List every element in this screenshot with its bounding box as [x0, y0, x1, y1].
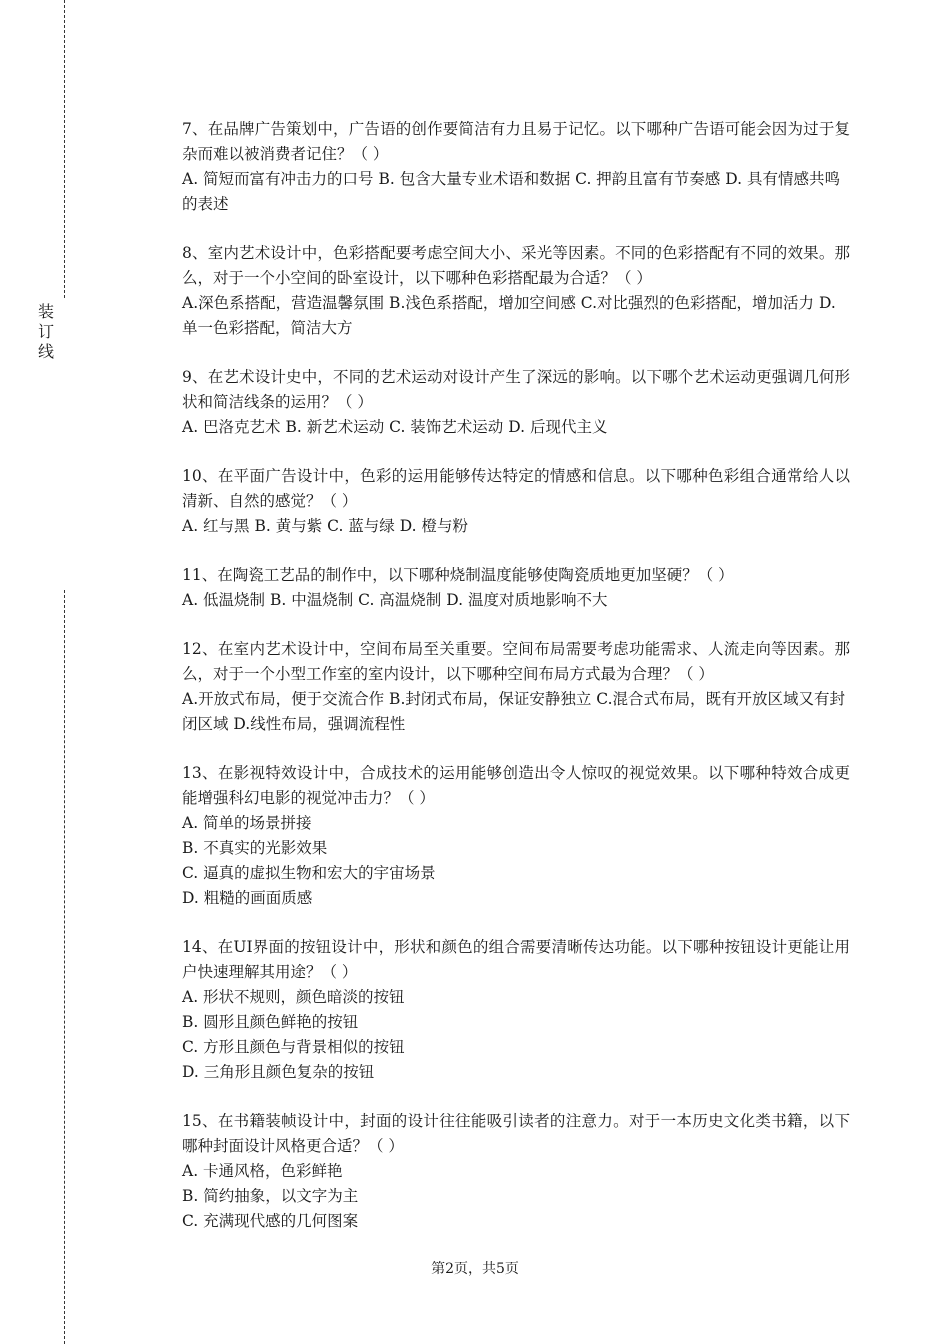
question-stem: 9、在艺术设计史中，不同的艺术运动对设计产生了深远的影响。以下哪个艺术运动更强调几何形状和简洁线条的运用？（ ） [182, 368, 850, 411]
question-10 [182, 464, 850, 539]
question-12 [182, 637, 850, 737]
binding-line-bottom [64, 590, 65, 1344]
binding-line-top [64, 0, 65, 298]
question-11 [182, 563, 850, 613]
option-d: D. 三角形且颜色复杂的按钮 [182, 1063, 375, 1081]
question-7 [182, 117, 850, 217]
option-b: B. 简约抽象，以文字为主 [182, 1187, 359, 1205]
binding-char: 线 [37, 342, 54, 361]
question-options: A. 巴洛克艺术 B. 新艺术运动 C. 装饰艺术运动 D. 后现代主义 [182, 418, 608, 436]
question-options: A. 低温烧制 B. 中温烧制 C. 高温烧制 D. 温度对质地影响不大 [182, 591, 608, 609]
question-options: A.深色系搭配，营造温馨氛围 B.浅色系搭配，增加空间感 C.对比强烈的色彩搭配，增加活力 D.单一色彩搭配，简洁大方 [182, 294, 836, 337]
question-stem: 14、在UI界面的按钮设计中，形状和颜色的组合需要清晰传达功能。以下哪种按钮设计更能让用户快速理解其用途？（ ） [182, 938, 850, 981]
binding-char: 订 [37, 322, 54, 341]
question-stem: 15、在书籍装帧设计中，封面的设计往往能吸引读者的注意力。对于一本历史文化类书籍，以下哪种封面设计风格更合适？（ ） [182, 1112, 850, 1155]
question-list [182, 117, 850, 1258]
question-8 [182, 241, 850, 341]
question-stem: 8、室内艺术设计中，色彩搭配要考虑空间大小、采光等因素。不同的色彩搭配有不同的效果。那么，对于一个小空间的卧室设计，以下哪种色彩搭配最为合适？（ ） [182, 244, 850, 287]
question-15 [182, 1109, 850, 1234]
question-14 [182, 935, 850, 1085]
option-d: D. 粗糙的画面质感 [182, 889, 313, 907]
question-options: A. 红与黑 B. 黄与紫 C. 蓝与绿 D. 橙与粉 [182, 517, 468, 535]
question-stem: 13、在影视特效设计中，合成技术的运用能够创造出令人惊叹的视觉效果。以下哪种特效合成更能增强科幻电影的视觉冲击力？（ ） [182, 764, 850, 807]
question-stem: 12、在室内艺术设计中，空间布局至关重要。空间布局需要考虑功能需求、人流走向等因素。那么，对于一个小型工作室的室内设计，以下哪种空间布局方式最为合理？（ ） [182, 640, 850, 683]
option-a: A. 卡通风格，色彩鲜艳 [182, 1162, 343, 1180]
option-a: A. 形状不规则，颜色暗淡的按钮 [182, 988, 405, 1006]
option-c: C. 充满现代感的几何图案 [182, 1212, 359, 1230]
option-b: B. 不真实的光影效果 [182, 839, 328, 857]
binding-label [36, 302, 56, 362]
question-options: A. 简短而富有冲击力的口号 B. 包含大量专业术语和数据 C. 押韵且富有节奏感 D. 具有情感共鸣的表述 [182, 170, 840, 213]
question-options: A.开放式布局，便于交流合作 B.封闭式布局，保证安静独立 C.混合式布局，既有开放区域又有封闭区域 D.线性布局，强调流程性 [182, 690, 846, 733]
option-c: C. 逼真的虚拟生物和宏大的宇宙场景 [182, 864, 436, 882]
question-stem: 11、在陶瓷工艺品的制作中，以下哪种烧制温度能够使陶瓷质地更加坚硬？（ ） [182, 566, 734, 584]
question-stem: 7、在品牌广告策划中，广告语的创作要简洁有力且易于记忆。以下哪种广告语可能会因为过于复杂而难以被消费者记住？（ ） [182, 120, 850, 163]
question-stem: 10、在平面广告设计中，色彩的运用能够传达特定的情感和信息。以下哪种色彩组合通常给人以清新、自然的感觉？（ ） [182, 467, 850, 510]
option-b: B. 圆形且颜色鲜艳的按钮 [182, 1013, 359, 1031]
page-footer: 第2页，共5页 [431, 1261, 519, 1277]
question-13 [182, 761, 850, 911]
binding-char: 装 [37, 302, 54, 321]
option-a: A. 简单的场景拼接 [182, 814, 312, 832]
option-c: C. 方形且颜色与背景相似的按钮 [182, 1038, 405, 1056]
question-9 [182, 365, 850, 440]
